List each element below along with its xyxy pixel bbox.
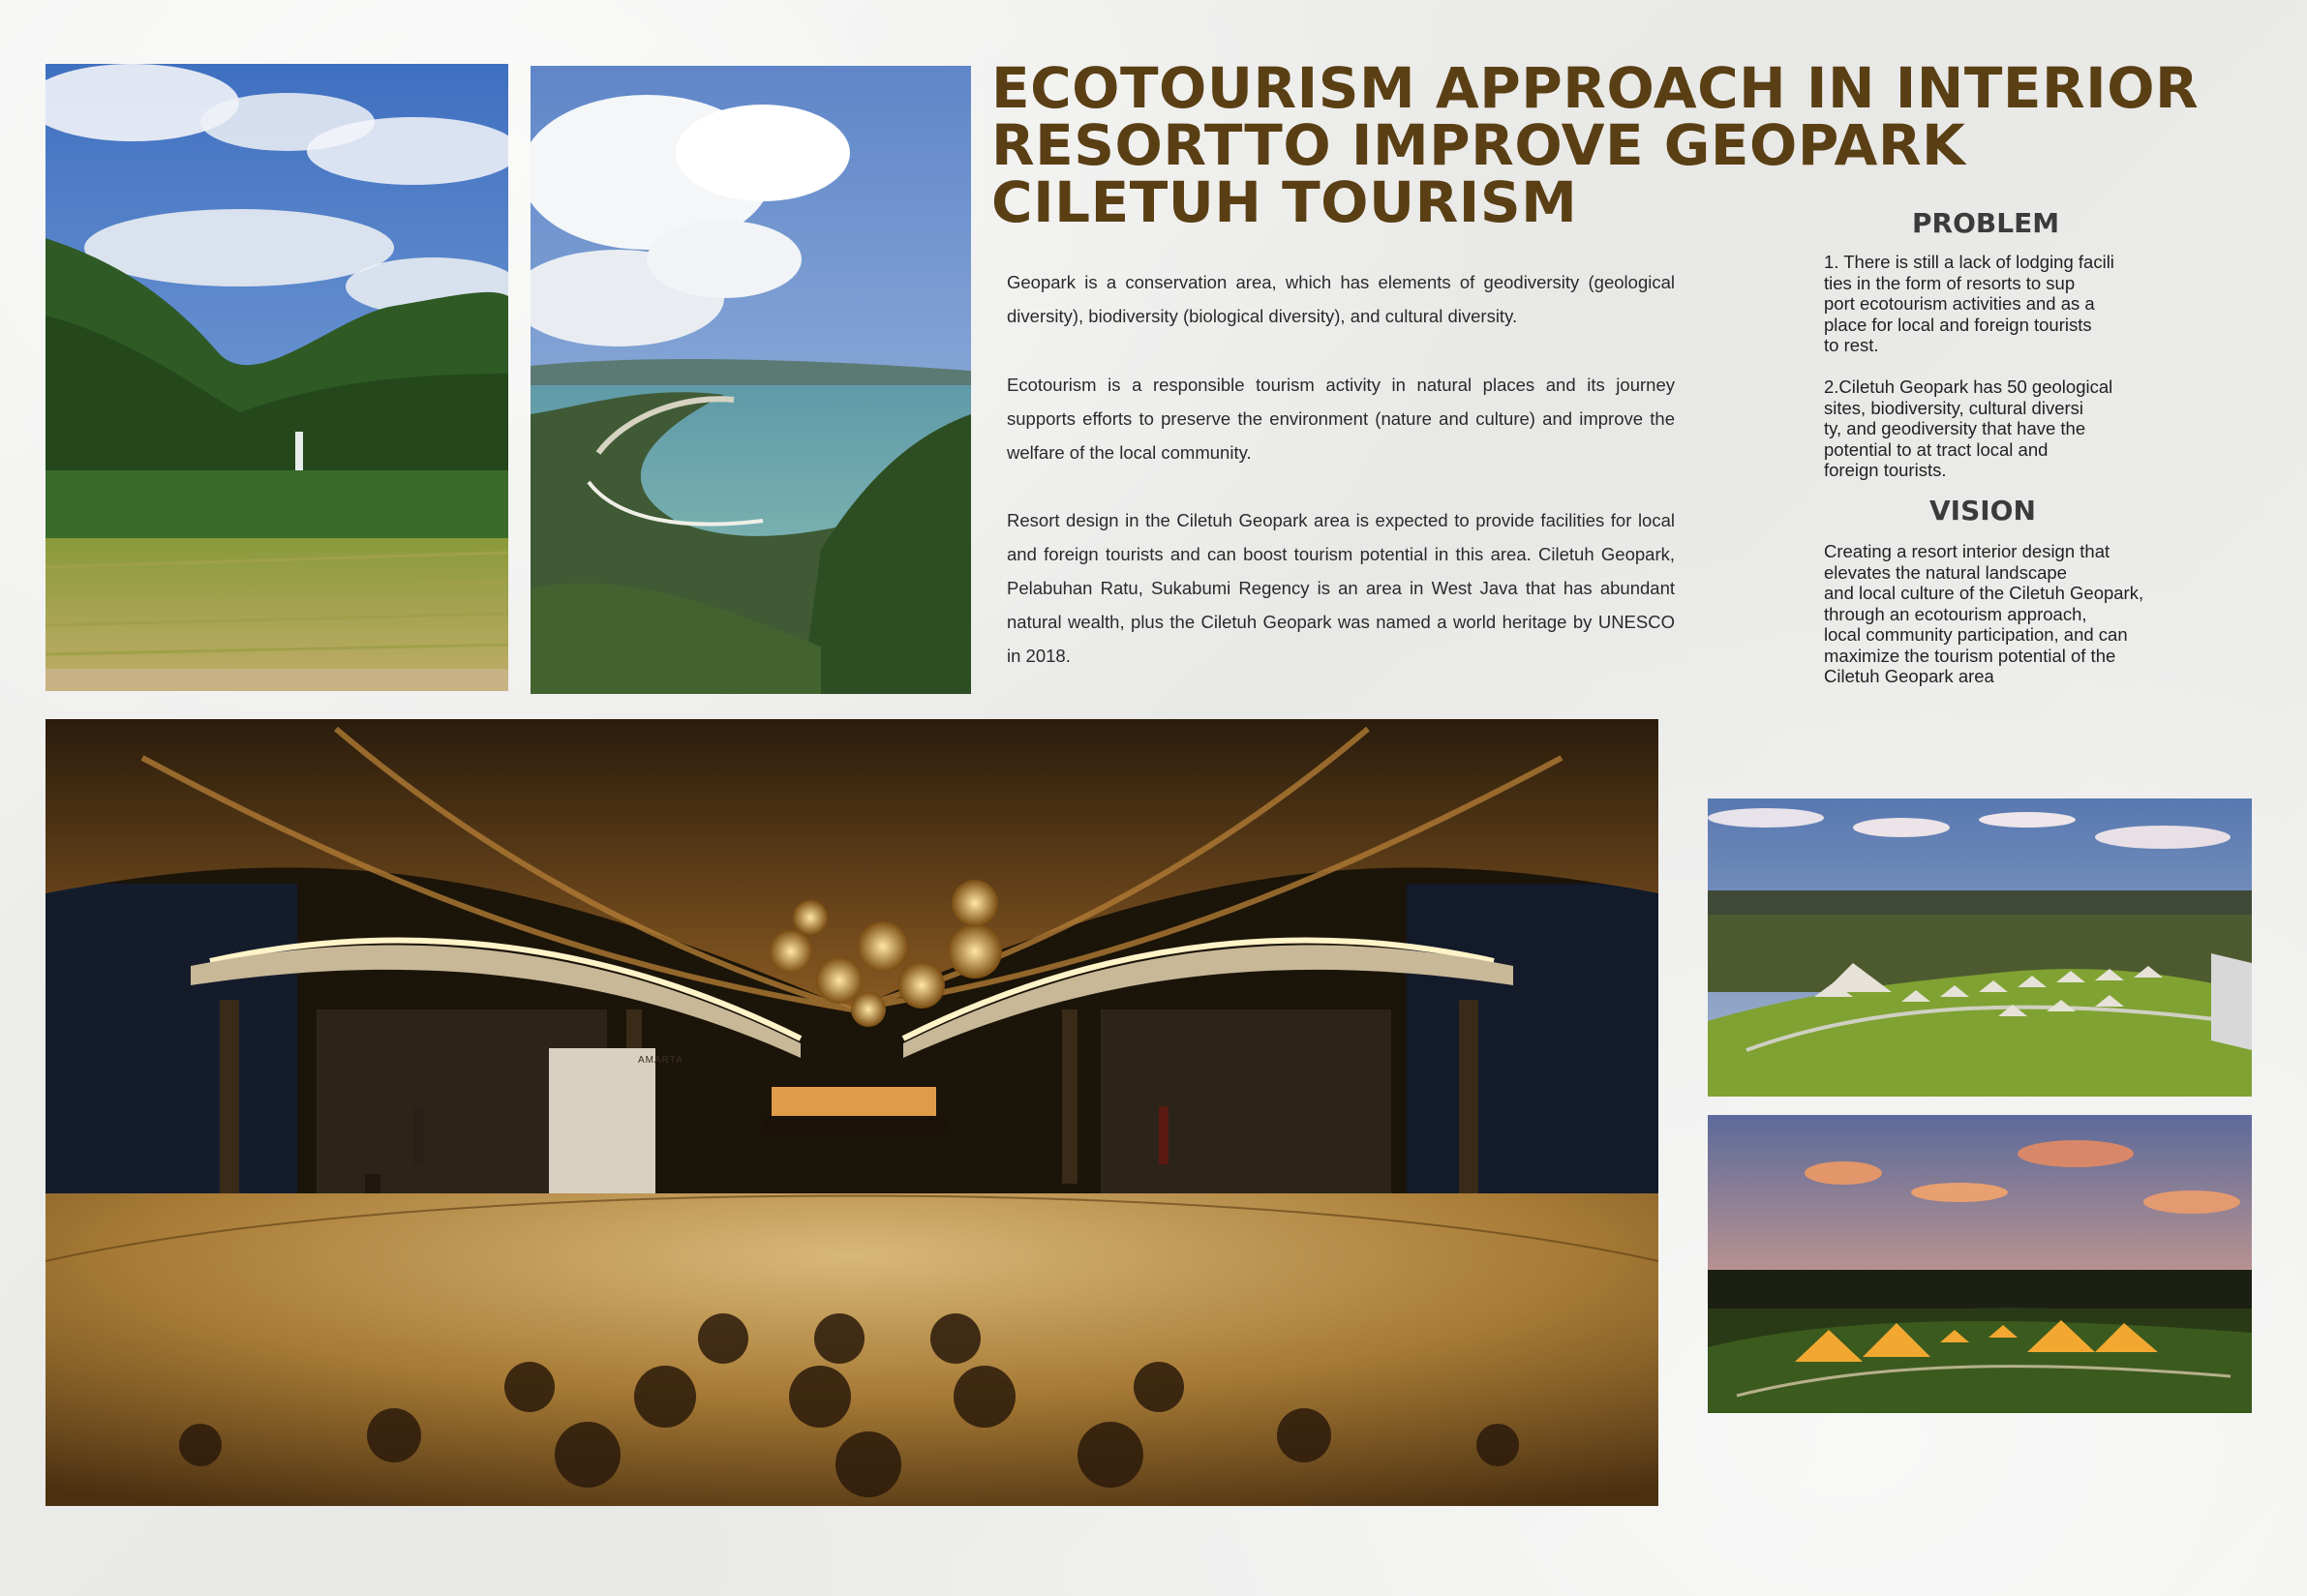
lobby-sign: AMARTA — [638, 1055, 683, 1066]
resort-aerial-day-render — [1708, 798, 2252, 1097]
paragraph-ecotourism: Ecotourism is a responsible tourism activity in natural places and its journey supports efforts to preserve the environment (nature and culture) and improve the welfare of the local community. — [1007, 375, 1675, 463]
problem-heading: PROBLEM — [1912, 207, 2060, 239]
resort-lobby-panorama-render — [46, 719, 1658, 1506]
coastal-bay-photo — [531, 66, 971, 694]
vision-heading: VISION — [1929, 495, 2036, 527]
page-title: ECOTOURISM APPROACH IN INTERIOR RESORTTO IMPROVE GEOPARK CILETUH TOURISM — [991, 55, 2200, 235]
vision-text: Creating a resort interior design that elevates the natural landscape and local culture of the Ciletuh Geopark, through an ecotourism approach, local community participation, and can maximize the tourism potential of the Ciletuh Geopark area — [1824, 541, 2144, 686]
paragraph-resort-design: Resort design in the Ciletuh Geopark area is expected to provide facilities for local and foreign tourists and can boost tourism potential in this area. Ciletuh Geopark, Pelabuhan Ratu, Sukabumi Regency is an area in West Java that has abundant natural wealth, plus the Ciletuh Geopark was named a world heritage by UNESCO in 2018. — [1007, 510, 1675, 666]
problem-item-1: 1. There is still a lack of lodging facili ties in the form of resorts to sup port ecotourism activities and as a place for local and foreign tourists to rest. — [1824, 252, 2114, 355]
resort-aerial-sunset-render — [1708, 1115, 2252, 1413]
waterfall-valley-photo — [46, 64, 508, 691]
problem-item-2: 2.Ciletuh Geopark has 50 geological sites, biodiversity, cultural diversi ty, and geodiversity that have the potential to at tract local and foreign tourists. — [1824, 376, 2113, 480]
paragraph-geopark: Geopark is a conservation area, which has elements of geodiversity (geological diversity), biodiversity (biological diversity), and cultural diversity. — [1007, 272, 1675, 326]
